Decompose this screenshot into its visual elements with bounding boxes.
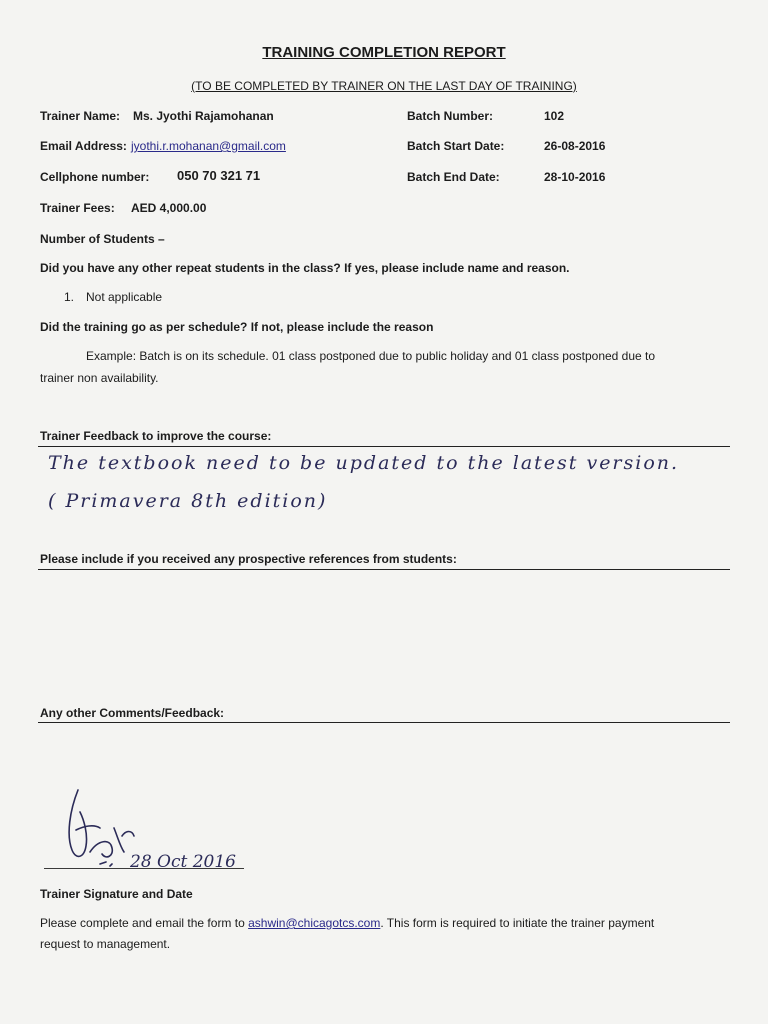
feedback-label: Trainer Feedback to improve the course: (40, 429, 272, 443)
feedback-rule (38, 446, 730, 447)
repeat-question: Did you have any other repeat students in the class? If yes, please include name and reason. (40, 261, 570, 275)
signature-date: 28 Oct 2016 (130, 852, 236, 872)
schedule-answer-line2: trainer non availability. (40, 371, 159, 385)
signature-rule (44, 868, 244, 869)
batch-number-value: 102 (544, 109, 565, 123)
batch-end-label: Batch End Date: (407, 170, 500, 184)
feedback-handwritten-line1: The textbook need to be updated to the latest version. (48, 452, 680, 474)
comments-label: Any other Comments/Feedback: (40, 706, 225, 720)
batch-number-label: Batch Number: (407, 109, 494, 123)
trainer-name-label: Trainer Name: (40, 109, 121, 123)
repeat-answer-number: 1. (64, 290, 75, 304)
batch-end-value: 28-10-2016 (544, 170, 606, 184)
cellphone-value: 050 70 321 71 (177, 168, 261, 183)
email-link[interactable]: jyothi.r.mohanan@gmail.com (131, 139, 286, 153)
comments-rule (38, 722, 730, 723)
footer-text-before: Please complete and email the form to (40, 916, 249, 930)
report-title: TRAINING COMPLETION REPORT (262, 44, 506, 61)
fees-label: Trainer Fees: (40, 201, 115, 215)
footer-email-link[interactable]: ashwin@chicagotcs.com (248, 916, 381, 930)
batch-start-label: Batch Start Date: (407, 139, 505, 153)
schedule-question: Did the training go as per schedule? If not, please include the reason (40, 320, 434, 334)
fees-value: AED 4,000.00 (131, 201, 207, 215)
references-label: Please include if you received any prospective references from students: (40, 552, 457, 566)
report-subtitle: (TO BE COMPLETED BY TRAINER ON THE LAST DAY OF TRAINING) (191, 79, 577, 93)
batch-start-value: 26-08-2016 (544, 139, 606, 153)
footer-text-after: . This form is required to initiate the trainer payment (380, 916, 655, 930)
feedback-handwritten-line2: ( Primavera 8th edition) (48, 490, 328, 512)
footer-line2: request to management. (40, 937, 171, 951)
email-label: Email Address: (40, 139, 127, 153)
references-rule (38, 569, 730, 570)
trainer-name-value: Ms. Jyothi Rajamohanan (133, 109, 274, 123)
repeat-answer: Not applicable (86, 290, 163, 304)
footer-instructions (40, 916, 654, 930)
signature-label: Trainer Signature and Date (40, 887, 193, 901)
students-label: Number of Students – (40, 232, 165, 246)
schedule-answer-line1: Example: Batch is on its schedule. 01 class postponed due to public holiday and 01 class postponed due to (86, 349, 656, 363)
cellphone-label: Cellphone number: (40, 170, 150, 184)
